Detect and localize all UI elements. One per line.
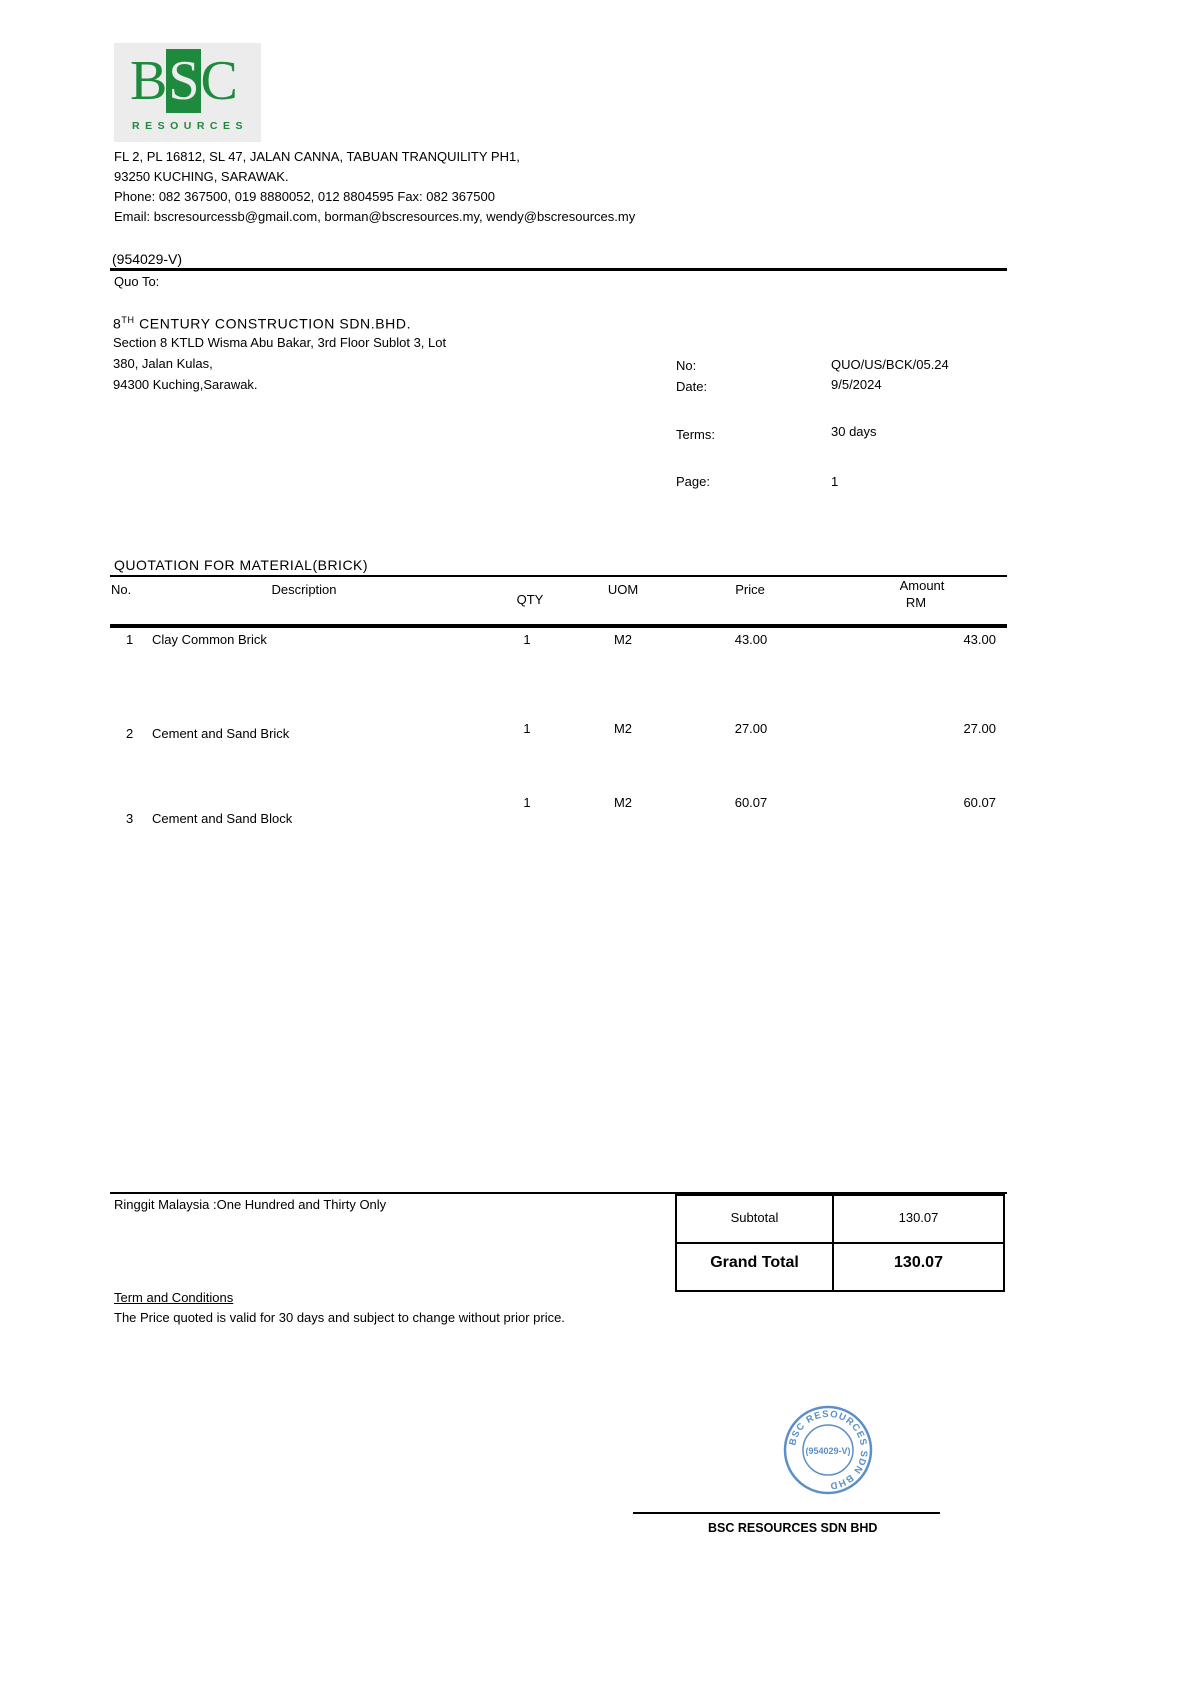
company-stamp — [783, 1405, 873, 1495]
subtotal-value: 130.07 — [898, 1210, 939, 1225]
terms-label: Terms: — [676, 427, 715, 442]
page-value: 1 — [831, 474, 839, 489]
company-phone: Phone: 082 367500, 019 8880052, 012 8804595 Fax: 082 367500 — [114, 189, 495, 204]
item-no: 3 — [126, 811, 134, 826]
item-description: Cement and Sand Brick — [152, 726, 290, 741]
signature-company-label: BSC RESOURCES SDN BHD — [708, 1521, 878, 1535]
page-label: Page: — [676, 474, 710, 489]
customer-address-line1: Section 8 KTLD Wisma Abu Bakar, 3rd Floor Sublot 3, Lot — [113, 335, 447, 350]
company-address-line2: 93250 KUCHING, SARAWAK. — [114, 169, 289, 184]
table-header-rule — [110, 624, 1007, 628]
item-description: Clay Common Brick — [152, 632, 267, 647]
company-email: Email: bscresourcessb@gmail.com, borman@bscresources.my, wendy@bscresources.my — [114, 209, 636, 224]
terms-text: The Price quoted is valid for 30 days and subject to change without prior price. — [114, 1310, 565, 1325]
item-price: 43.00 — [734, 632, 768, 647]
terms-value: 30 days — [831, 424, 877, 439]
customer-name: 8TH CENTURY CONSTRUCTION SDN.BHD. — [113, 315, 412, 332]
item-amount: 27.00 — [963, 721, 996, 736]
item-description: Cement and Sand Block — [152, 811, 293, 826]
item-price: 27.00 — [734, 721, 768, 736]
item-uom: M2 — [613, 632, 633, 647]
item-uom: M2 — [613, 721, 633, 736]
company-logo — [114, 43, 261, 142]
item-price: 60.07 — [734, 795, 768, 810]
totals-box — [675, 1194, 1005, 1292]
no-value: QUO/US/BCK/05.24 — [831, 357, 949, 372]
header-qty: QTY — [516, 592, 544, 607]
logo-subtext: RESOURCES — [132, 120, 249, 132]
company-reg-no: (954029-V) — [112, 251, 183, 267]
header-amount: Amount — [899, 578, 945, 593]
grand-total-value: 130.07 — [894, 1254, 943, 1271]
header-price: Price — [735, 582, 765, 597]
signature-line — [633, 1512, 940, 1514]
customer-address-line2: 380, Jalan Kulas, — [113, 356, 213, 371]
header-description: Description — [271, 582, 337, 597]
table-top-rule — [110, 575, 1007, 577]
item-qty: 1 — [523, 795, 531, 810]
customer-address-line3: 94300 Kuching,Sarawak. — [113, 377, 258, 392]
terms-heading: Term and Conditions — [114, 1290, 234, 1305]
date-value: 9/5/2024 — [831, 377, 882, 392]
item-qty: 1 — [523, 721, 531, 736]
quotation-title: QUOTATION FOR MATERIAL(BRICK) — [114, 557, 369, 573]
item-qty: 1 — [523, 632, 531, 647]
company-address-line1: FL 2, PL 16812, SL 47, JALAN CANNA, TABUAN TRANQUILITY PH1, — [114, 149, 520, 164]
subtotal-label: Subtotal — [730, 1210, 779, 1225]
item-amount: 60.07 — [963, 795, 996, 810]
header-divider — [110, 268, 1007, 271]
item-no: 2 — [126, 726, 134, 741]
item-uom: M2 — [613, 795, 633, 810]
svg-text:(954029-V): (954029-V) — [805, 1446, 851, 1456]
logo-mark: BSC — [130, 50, 237, 112]
svg-text:BSC RESOURCES SDN BHD: BSC RESOURCES SDN BHD — [787, 1408, 870, 1492]
header-currency: RM — [905, 595, 927, 610]
item-no: 1 — [126, 632, 134, 647]
header-uom: UOM — [607, 582, 639, 597]
no-label: No: — [676, 358, 697, 373]
quo-to-label: Quo To: — [114, 274, 160, 289]
date-label: Date: — [676, 379, 708, 394]
grand-total-label: Grand Total — [710, 1254, 799, 1271]
amount-in-words: Ringgit Malaysia :One Hundred and Thirty Only — [114, 1197, 387, 1212]
header-no: No. — [111, 582, 132, 597]
item-amount: 43.00 — [963, 632, 996, 647]
